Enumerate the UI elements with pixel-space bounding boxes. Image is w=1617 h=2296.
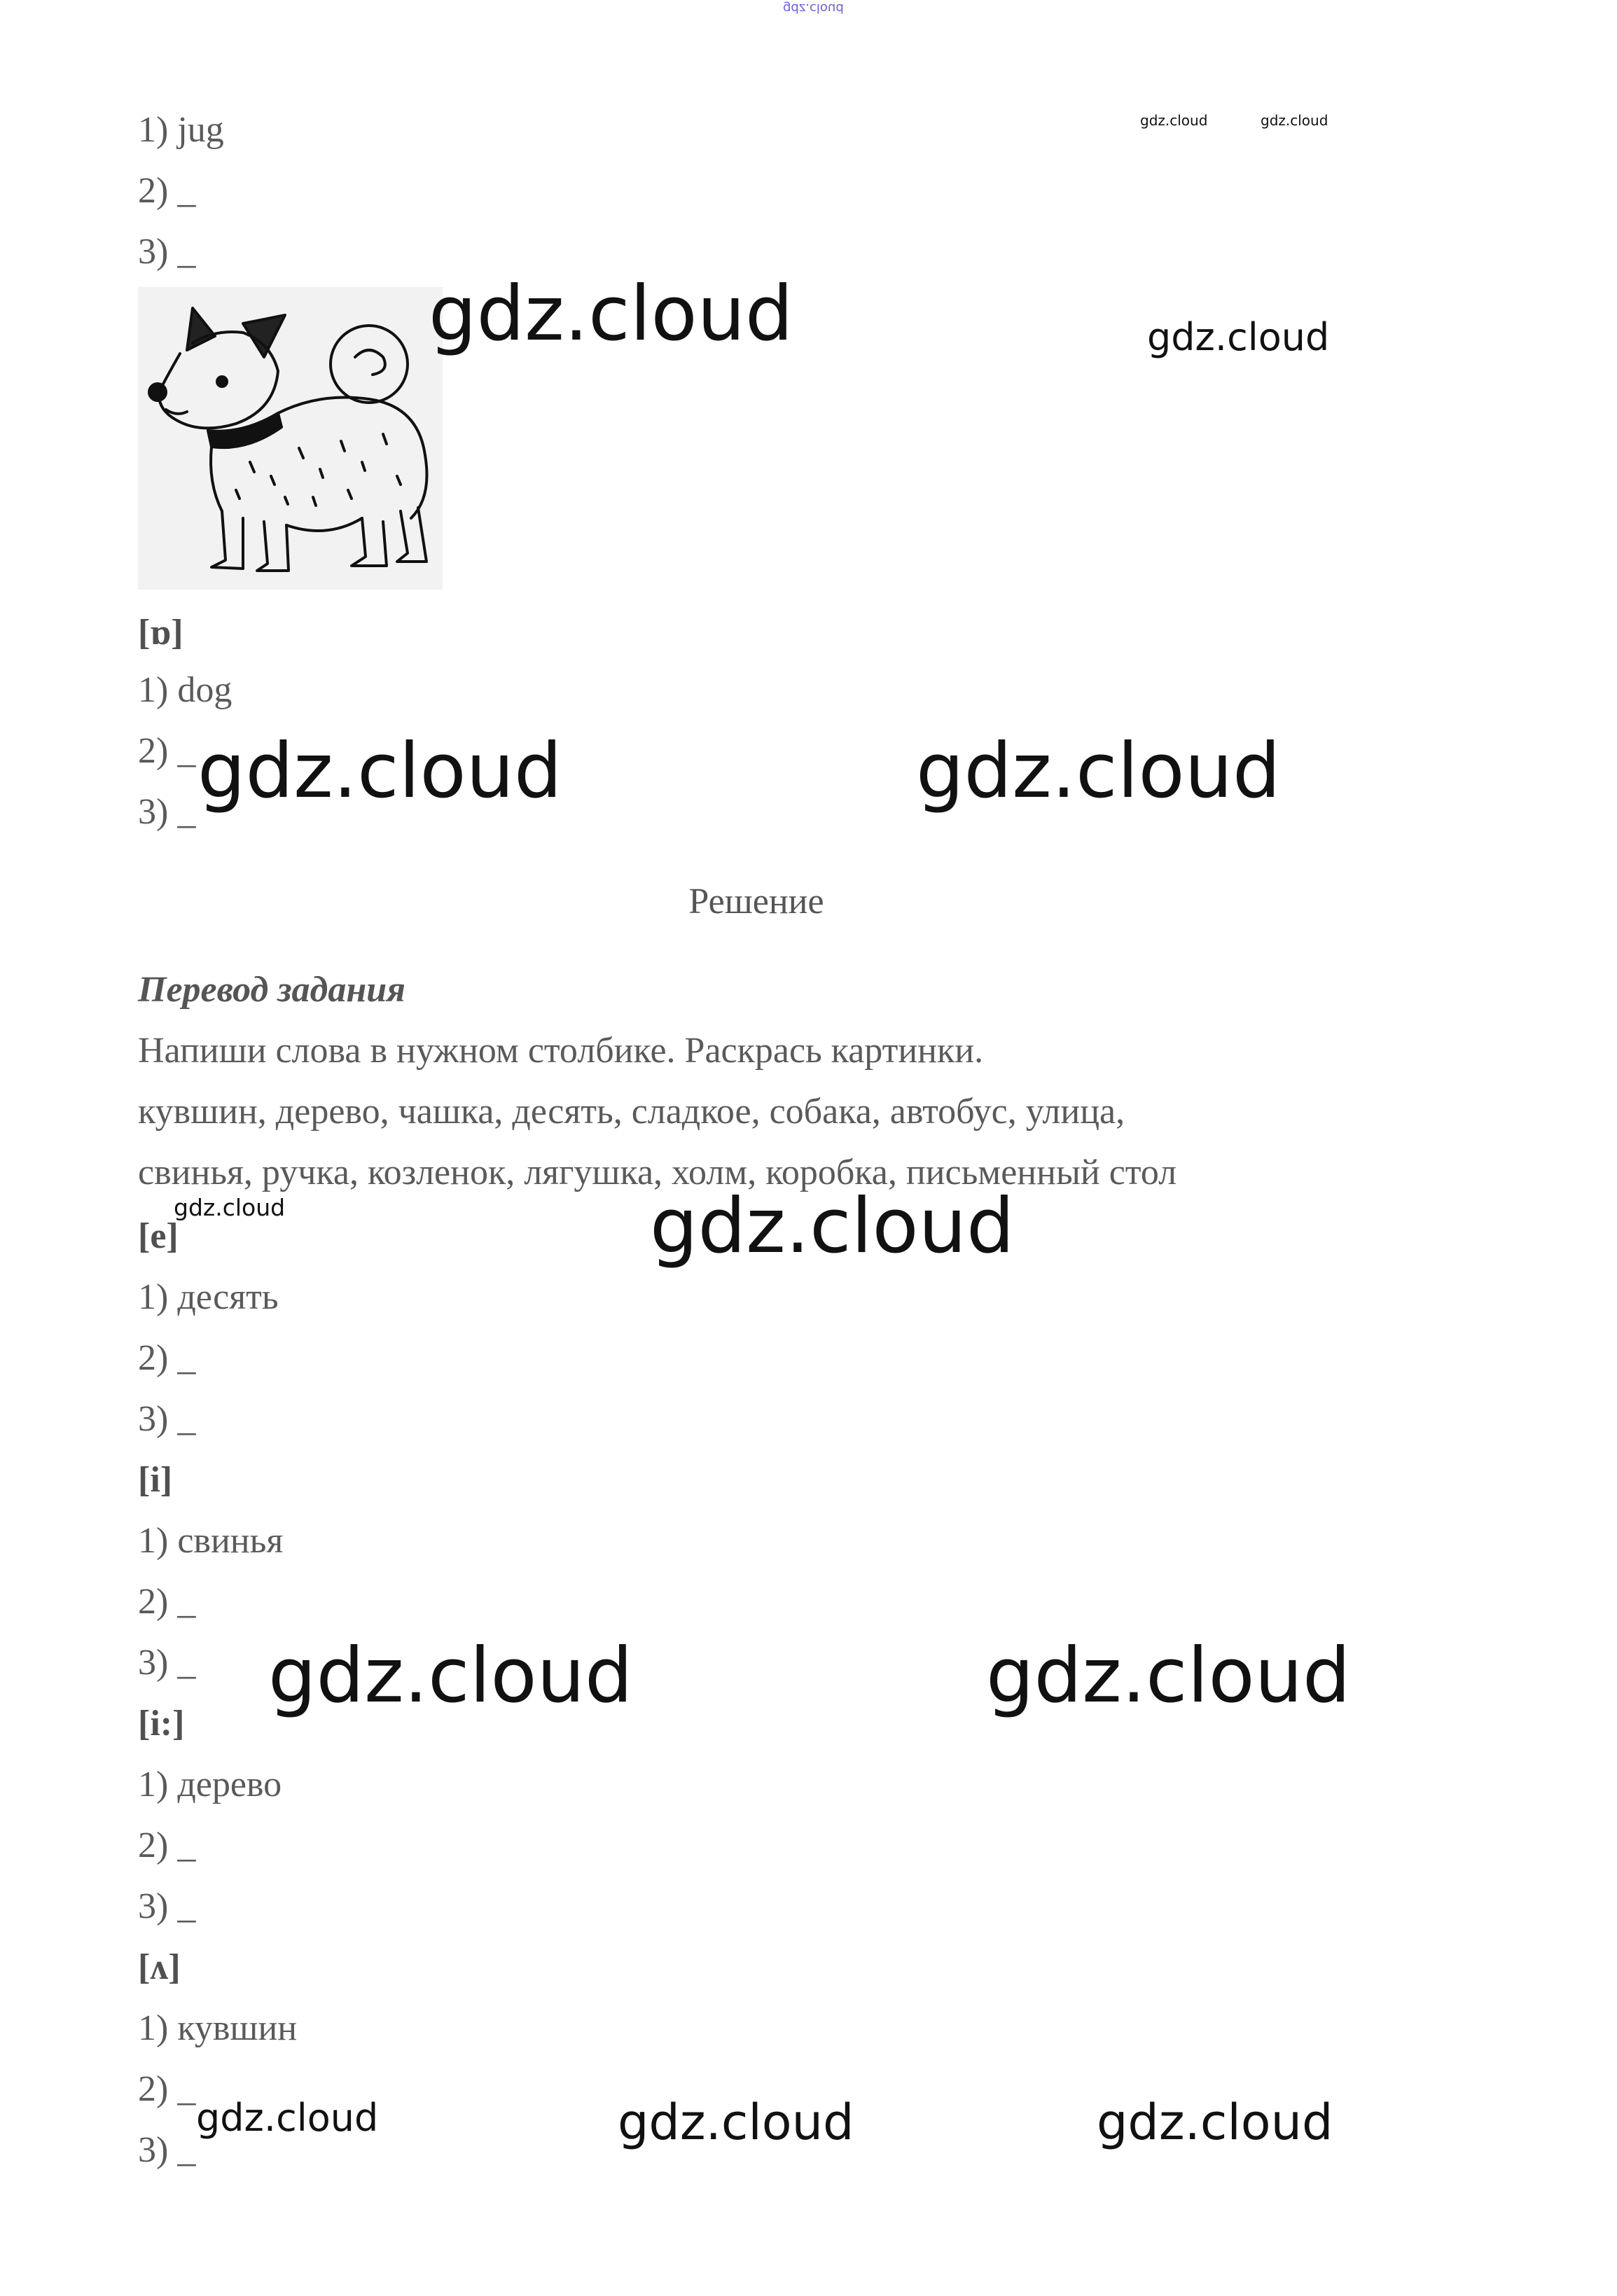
- watermark: gdz.cloud: [174, 1194, 286, 1221]
- watermark: gdz.cloud: [618, 2094, 854, 2151]
- watermark: gdz.cloud: [650, 1183, 1015, 1270]
- list-item: 1) свинья: [138, 1521, 284, 1561]
- dog-illustration-icon: [138, 287, 443, 590]
- list-item: 3) _: [138, 1886, 196, 1926]
- section-heading: [i:]: [138, 1704, 185, 1744]
- watermark-top: gdz.cloud: [783, 1, 844, 15]
- list-item: 2) _: [138, 1338, 196, 1378]
- watermark: gdz.cloud: [197, 728, 562, 815]
- list-item: 3) _: [138, 1643, 196, 1683]
- solution-title: Решение: [688, 882, 824, 921]
- section-heading: [i]: [138, 1460, 173, 1500]
- list-item: 1) dog: [138, 670, 233, 710]
- section-heading: [ʌ]: [138, 1947, 181, 1987]
- list-item: 2) _: [138, 731, 196, 771]
- watermark: gdz.cloud: [1261, 112, 1328, 129]
- watermark: gdz.cloud: [196, 2096, 379, 2140]
- watermark: gdz.cloud: [1147, 315, 1330, 359]
- list-item: 2) _: [138, 1825, 196, 1865]
- list-item: 1) дерево: [138, 1765, 282, 1804]
- watermark: gdz.cloud: [1097, 2094, 1333, 2151]
- watermark: gdz.cloud: [1140, 112, 1208, 129]
- words-list-line: кувшин, дерево, чашка, десять, сладкое, собака, автобус, улица,: [138, 1092, 1125, 1132]
- list-item: 2) _: [138, 171, 196, 211]
- list-item: 3) _: [138, 2130, 196, 2170]
- instruction-text: Напиши слова в нужном столбике. Раскрась картинки.: [138, 1031, 984, 1071]
- section-heading: [ɒ]: [138, 613, 183, 653]
- list-item: 1) кувшин: [138, 2008, 298, 2048]
- translation-heading: Перевод задания: [138, 970, 405, 1010]
- list-item: 1) десять: [138, 1277, 279, 1317]
- watermark: gdz.cloud: [429, 270, 793, 358]
- words-list-line: свинья, ручка, козленок, лягушка, холм, коробка, письменный стол: [138, 1153, 1177, 1192]
- list-item: 2) _: [138, 2069, 196, 2109]
- watermark: gdz.cloud: [916, 728, 1281, 815]
- list-item: 3) _: [138, 792, 196, 832]
- watermark: gdz.cloud: [986, 1632, 1351, 1720]
- list-item: 3) _: [138, 1399, 196, 1439]
- list-item: 2) _: [138, 1582, 196, 1622]
- watermark: gdz.cloud: [268, 1632, 633, 1720]
- list-item: 1) jug: [138, 110, 224, 150]
- list-item: 3) _: [138, 232, 196, 272]
- section-heading: [e]: [138, 1216, 179, 1256]
